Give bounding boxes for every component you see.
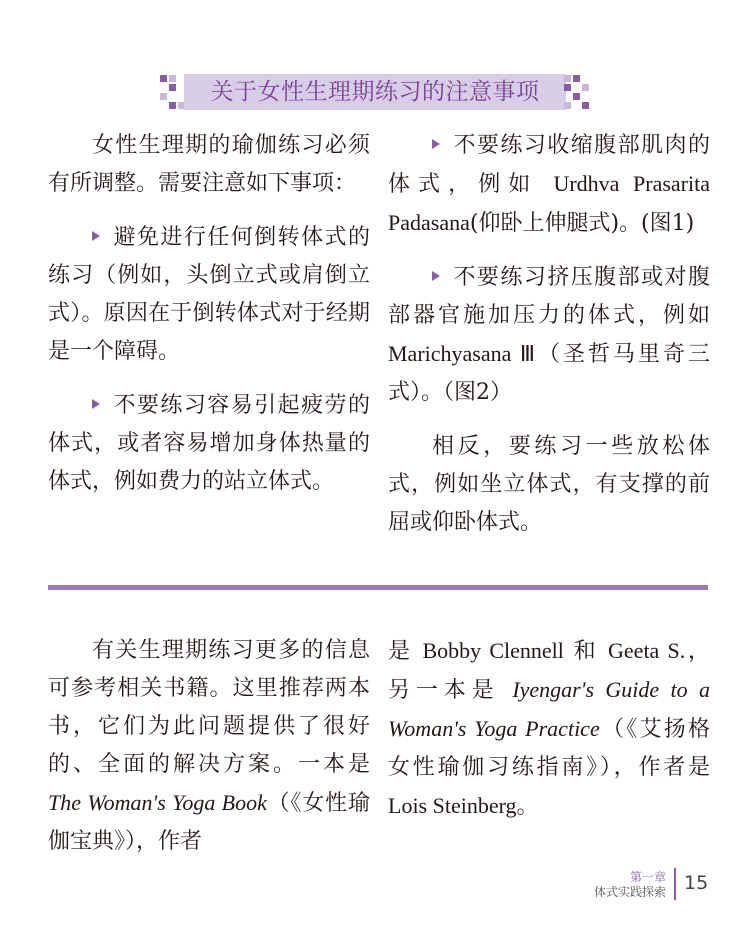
pose-name-latin: Urdhva Prasarita Padasana xyxy=(388,171,710,235)
column-left-bottom xyxy=(48,632,370,861)
closing-paragraph: 相反，要练习一些放松体式，例如坐立体式，有支撑的前屈或仰卧体式。 xyxy=(388,434,710,535)
bullet-item-fatigue: 不要练习容易引起疲劳的体式，或者容易增加身体热量的体式，例如费力的站立体式。 xyxy=(48,393,370,494)
chapter-label: 第一章 xyxy=(629,870,666,884)
footer-divider xyxy=(674,868,676,900)
section-divider xyxy=(48,585,708,590)
chapter-title: 体式实践探索 xyxy=(593,885,666,899)
bullet-triangle-icon xyxy=(92,399,100,409)
pose-name-latin: Marichyasana Ⅲ xyxy=(388,341,539,366)
author-name: Lois Steinberg xyxy=(388,793,517,818)
column-right-top xyxy=(388,127,710,542)
author-name: Bobby Clennell xyxy=(422,638,564,663)
page-number: 15 xyxy=(684,872,709,894)
column-right-bottom xyxy=(388,632,710,826)
bullet-item-inversions: 避免进行任何倒转体式的练习（例如，头倒立式或肩倒立式）。原因在于倒转体式对于经期是一个障碍。 xyxy=(48,225,370,364)
author-name: Geeta S. xyxy=(608,638,686,663)
banner-decoration-right xyxy=(564,70,590,114)
running-footer xyxy=(594,870,666,900)
bullet-item-abdominal-contraction: 不要练习收缩腹部肌肉的体式，例如 Urdhva Prasarita Padasana(仰卧上伸腿式)。(图1) xyxy=(388,133,710,236)
references-paragraph-part2: 是 Bobby Clennell 和 Geeta S.，另一本是 Iyengar's Guide to a Woman's Yoga Practice（《艾扬格女性瑜伽习练指南》），作者是 Lois Steinberg。 xyxy=(388,638,710,819)
bullet-triangle-icon xyxy=(432,139,440,149)
book-title: Iyengar's Guide to a Woman's Yoga Practice xyxy=(388,677,710,741)
section-title: 关于女性生理期练习的注意事项 xyxy=(210,79,540,105)
intro-paragraph: 女性生理期的瑜伽练习必须有所调整。需要注意如下事项： xyxy=(48,133,370,196)
bullet-triangle-icon xyxy=(92,231,100,241)
references-paragraph-part1: 有关生理期练习更多的信息可参考相关书籍。这里推荐两本书，它们为此问题提供了很好的、全面的解决方案。一本是 The Woman's Yoga Book（《女性瑜伽宝典》），作者 xyxy=(48,638,370,854)
column-left-top xyxy=(48,127,370,501)
section-banner xyxy=(160,70,590,114)
bullet-triangle-icon xyxy=(432,271,440,281)
book-title: The Woman's Yoga Book xyxy=(48,790,267,815)
bullet-item-abdominal-pressure: 不要练习挤压腹部或对腹部器官施加压力的体式，例如 Marichyasana Ⅲ（圣哲马里奇三式）。（图2） xyxy=(388,265,710,405)
